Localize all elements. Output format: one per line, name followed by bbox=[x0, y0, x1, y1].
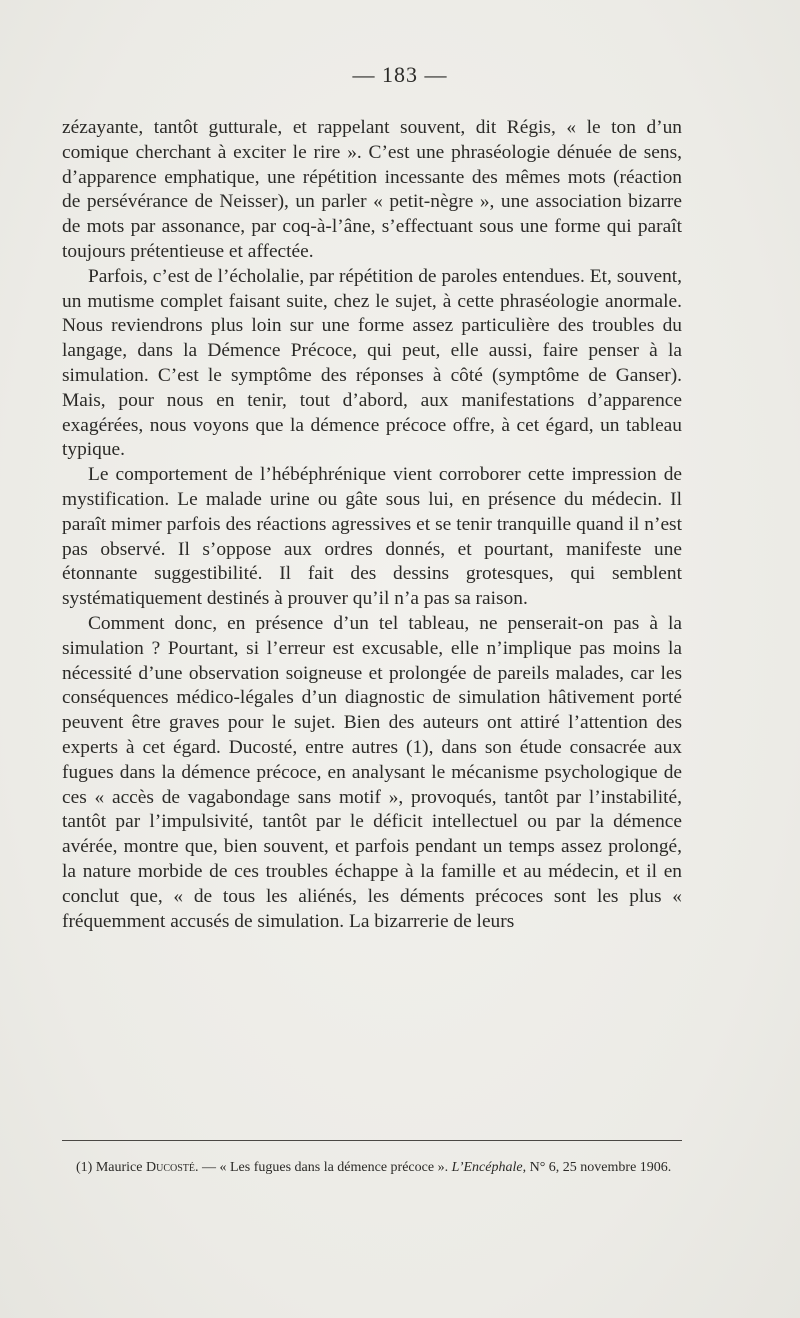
footnote-author-first: Maurice bbox=[95, 1160, 143, 1175]
paragraph-2: Parfois, c’est de l’écholalie, par répétition de paroles entendues. Et, souvent, un mutisme complet faisant suite, chez le sujet, à cette phraséologie anormale. Nous reviendrons plus loin sur une forme assez particulière des troubles du langage, dans la Démence Précoce, qui peut, elle aussi, faire penser à la simulation. C’est le symptôme des réponses à côté (symptôme de Ganser). Mais, pour nous en tenir, tout d’abord, aux manifestations d’apparence exagérées, nous voyons que la démence précoce offre, à cet égard, un tableau typique. bbox=[62, 265, 682, 461]
paragraph-4: Comment donc, en présence d’un tel tableau, ne penserait-on pas à la simulation ? Pourtant, si l’erreur est excusable, elle n’implique pas moins la nécessité d’une observation soigneuse et prolongée de pareils malades, car les conséquences médico-légales d’un diagnostic de simulation hâtivement porté peuvent être graves pour le sujet. Bien des auteurs ont attiré l’attention des experts à cet égard. Ducosté, entre autres (1), dans son étude consacrée aux fugues dans la démence précoce, en analysant le mécanisme psychologique de ces « accès de vagabondage sans motif », provoqués, tantôt par l’instabilité, tantôt par l’impulsivité, tantôt par le déficit intellectuel ou par la démence avérée, montre que, bien souvent, et parfois pendant un temps assez prolongé, la nature morbide de ces troubles échappe à la famille et au médecin, et il en conclut que, « de tous les aliénés, les déments précoces sont les plus « fréquemment accusés de simulation. La bizarrerie de leurs bbox=[62, 612, 682, 932]
footnote-author-last: Ducosté bbox=[145, 1160, 195, 1175]
footnote-details: , N° 6, 25 novembre 1906. bbox=[522, 1160, 672, 1175]
footnote-title: — « Les fugues dans la démence précoce ». bbox=[202, 1160, 449, 1175]
footnote: (1) Maurice Ducosté. — « Les fugues dans la démence précoce ». L’Encéphale, N° 6, 25 novembre 1906. bbox=[62, 1159, 682, 1177]
footnote-journal: L’Encéphale bbox=[451, 1160, 523, 1175]
body-text bbox=[62, 116, 682, 934]
footnote-divider bbox=[62, 1140, 682, 1141]
paragraph-1: zézayante, tantôt gutturale, et rappelant souvent, dit Régis, « le ton d’un comique cherchant à exciter le rire ». C’est une phraséologie dénuée de sens, d’apparence emphatique, une répétition incessante des mêmes mots (réaction de persévérance de Neisser), un parler « petit-nègre », une association bizarre de mots par assonance, par coq-à-l’âne, s’effectuant sous une forme qui paraît toujours prétentieuse et affectée. bbox=[62, 117, 682, 262]
paragraph-3: Le comportement de l’hébéphrénique vient corroborer cette impression de mystification. Le malade urine ou gâte sous lui, en présence du médecin. Il paraît mimer parfois des réactions agressives et se tenir tranquille quand il n’est pas observé. Il s’oppose aux ordres donnés, et pourtant, manifeste une étonnante suggestibilité. Il fait des dessins grotesques, qui semblent systématiquement destinés à prouver qu’il n’a pas sa raison. bbox=[62, 464, 682, 610]
page-number: — 183 — bbox=[352, 62, 448, 87]
footnote-marker: (1) bbox=[76, 1160, 93, 1175]
